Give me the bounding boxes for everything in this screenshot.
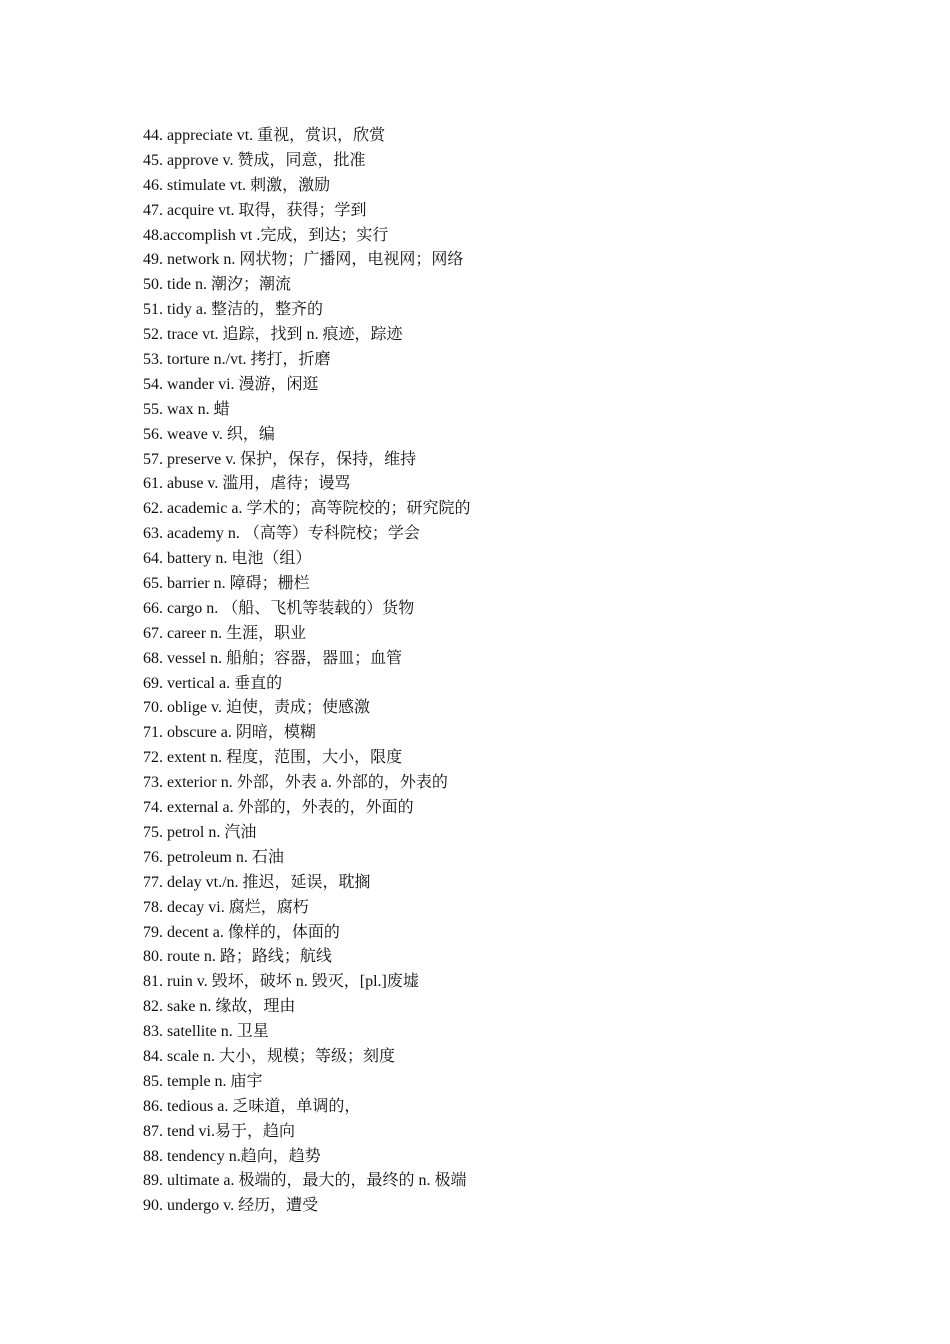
vocabulary-entry: 73. exterior n. 外部，外表 a. 外部的，外表的 [143,774,448,792]
vocabulary-entry: 75. petrol n. 汽油 [143,823,257,841]
vocabulary-entry: 71. obscure a. 阴暗，模糊 [143,724,316,742]
vocabulary-entry: 83. satellite n. 卫星 [143,1023,269,1041]
vocabulary-entry: 46. stimulate vt. 刺激，激励 [143,176,331,194]
vocabulary-entry: 79. decent a. 像样的，体面的 [143,923,340,941]
vocabulary-entry: 48.accomplish vt .完成，到达；实行 [143,226,389,244]
vocabulary-entry: 76. petroleum n. 石油 [143,848,284,866]
vocabulary-entry: 82. sake n. 缘故，理由 [143,998,296,1016]
vocabulary-entry: 52. trace vt. 追踪，找到 n. 痕迹，踪迹 [143,326,403,344]
vocabulary-entry: 49. network n. 网状物；广播网，电视网；网络 [143,251,464,269]
vocabulary-entry: 44. appreciate vt. 重视，赏识，欣赏 [143,127,386,144]
vocabulary-entry: 84. scale n. 大小，规模；等级；刻度 [143,1047,395,1065]
vocabulary-entry: 70. oblige v. 迫使，责成；使感激 [143,699,370,717]
vocabulary-entry: 86. tedious a. 乏味道，单调的， [143,1097,361,1115]
vocabulary-entry: 89. ultimate a. 极端的，最大的，最终的 n. 极端 [143,1172,467,1190]
vocabulary-entry: 51. tidy a. 整洁的，整齐的 [143,301,323,319]
vocabulary-entry: 85. temple n. 庙宇 [143,1072,263,1090]
vocabulary-entry: 66. cargo n. （船、飞机等装载的）货物 [143,599,415,617]
vocabulary-entry: 45. approve v. 赞成，同意，批准 [143,151,366,169]
vocabulary-entry: 53. torture n./vt. 拷打，折磨 [143,351,331,369]
vocabulary-entry: 65. barrier n. 障碍；栅栏 [143,575,310,593]
vocabulary-entry: 74. external a. 外部的，外表的，外面的 [143,799,414,817]
vocabulary-entry: 67. career n. 生涯，职业 [143,624,307,642]
vocabulary-entry: 77. delay vt./n. 推迟，延误，耽搁 [143,873,371,891]
vocabulary-entry: 54. wander vi. 漫游，闲逛 [143,375,319,393]
vocabulary-entry: 55. wax n. 蜡 [143,400,230,418]
vocabulary-entry: 87. tend vi.易于，趋向 [143,1122,295,1140]
vocabulary-entry: 62. academic a. 学术的；高等院校的；研究院的 [143,500,471,518]
vocabulary-entry: 63. academy n. （高等）专科院校；学会 [143,525,420,543]
vocabulary-entry: 90. undergo v. 经历，遭受 [143,1197,319,1215]
vocabulary-entry: 57. preserve v. 保护，保存，保持，维持 [143,450,417,468]
vocabulary-entry: 81. ruin v. 毁坏，破坏 n. 毁灭，[pl.]废墟 [143,973,419,991]
vocabulary-list [143,124,471,1219]
vocabulary-entry: 80. route n. 路；路线；航线 [143,948,332,966]
vocabulary-entry: 47. acquire vt. 取得，获得；学到 [143,201,367,219]
vocabulary-entry: 50. tide n. 潮汐；潮流 [143,276,291,294]
vocabulary-entry: 68. vessel n. 船舶；容器，器皿；血管 [143,649,403,667]
vocabulary-entry: 64. battery n. 电池（组） [143,550,312,568]
vocabulary-entry: 69. vertical a. 垂直的 [143,674,283,692]
vocabulary-entry: 56. weave v. 织，编 [143,425,275,443]
vocabulary-entry: 72. extent n. 程度，范围，大小，限度 [143,749,403,767]
vocabulary-entry: 78. decay vi. 腐烂，腐朽 [143,898,309,916]
vocabulary-entry: 61. abuse v. 滥用，虐待；谩骂 [143,475,351,493]
vocabulary-entry: 88. tendency n.趋向，趋势 [143,1147,321,1165]
